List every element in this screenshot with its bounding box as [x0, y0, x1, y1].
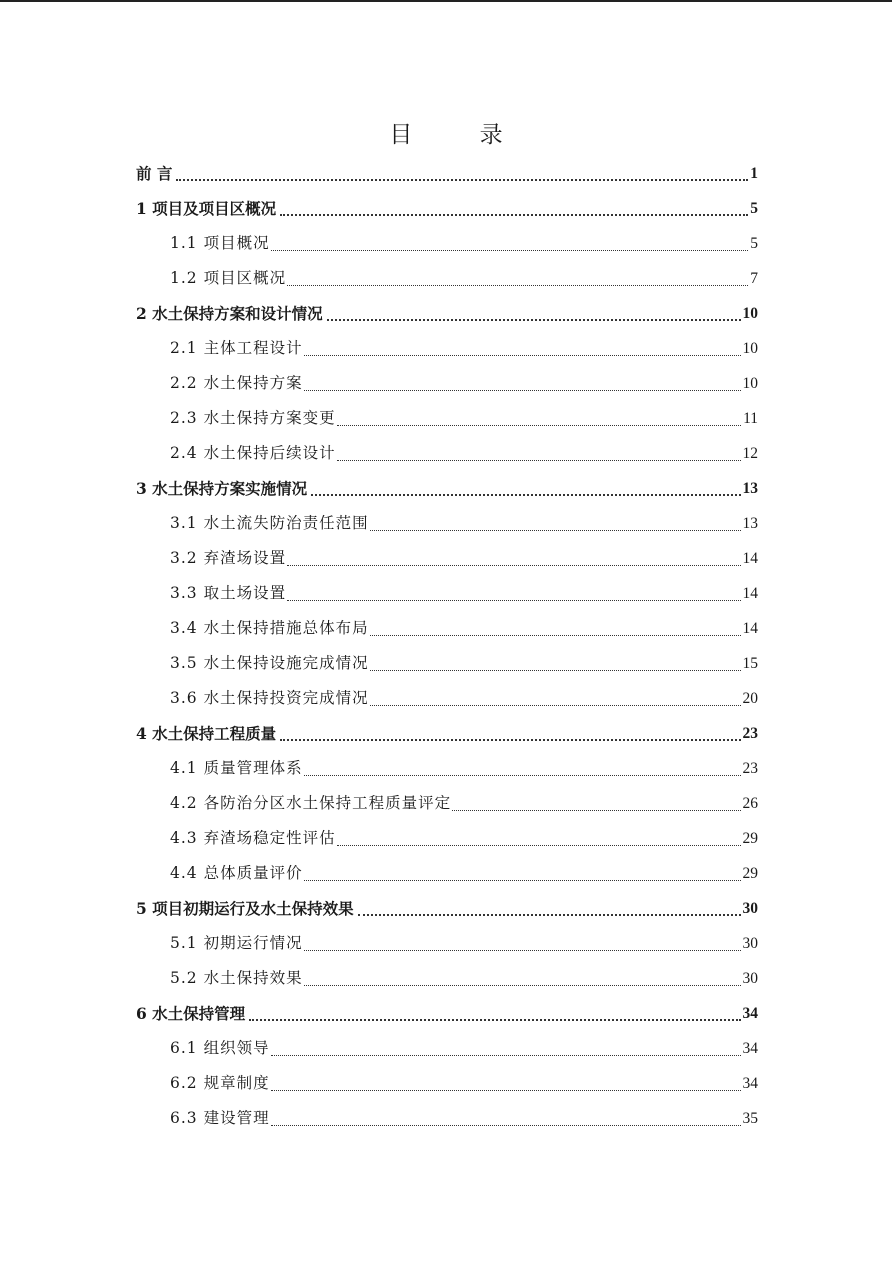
toc-page-number: 30 — [742, 900, 758, 917]
toc-section-entry[interactable] — [136, 331, 758, 366]
toc-dot-leader — [280, 738, 740, 741]
toc-page-number: 30 — [742, 970, 758, 987]
toc-entry-label: 2.2 水土保持方案 — [170, 374, 303, 392]
toc-section-entry[interactable] — [136, 506, 758, 541]
toc-section-entry[interactable] — [136, 226, 758, 261]
toc-chapter-entry[interactable] — [136, 191, 758, 226]
toc-chapter-entry[interactable] — [136, 471, 758, 506]
toc-page-number: 35 — [742, 1110, 758, 1127]
toc-dot-leader — [337, 844, 741, 846]
toc-page-number: 10 — [742, 305, 758, 322]
toc-section-entry[interactable] — [136, 261, 758, 296]
toc-page-number: 5 — [750, 235, 758, 252]
toc-entry-label: 4.2 各防治分区水土保持工程质量评定 — [170, 794, 452, 812]
toc-entry-label: 3.6 水土保持投资完成情况 — [170, 689, 369, 707]
toc-chapter-entry[interactable] — [136, 996, 758, 1031]
toc-dot-leader — [452, 809, 740, 811]
toc-section-entry[interactable] — [136, 576, 758, 611]
toc-page-number: 29 — [742, 865, 758, 882]
toc-section-entry[interactable] — [136, 1066, 758, 1101]
toc-entry-label: 1.1 项目概况 — [170, 234, 270, 252]
toc-dot-leader — [311, 493, 740, 496]
toc-chapter-entry[interactable] — [136, 296, 758, 331]
toc-dot-leader — [304, 774, 741, 776]
toc-page-number: 11 — [743, 410, 758, 427]
toc-dot-leader — [280, 213, 748, 216]
toc-entry-label: 6 水土保持管理 — [136, 1004, 246, 1023]
page-top-border — [0, 0, 892, 2]
toc-entry-label: 3.3 取土场设置 — [170, 584, 287, 602]
toc-dot-leader — [370, 669, 741, 671]
toc-entry-label: 5 项目初期运行及水土保持效果 — [136, 899, 354, 918]
toc-title: 目 录 — [389, 122, 533, 148]
table-of-contents — [136, 156, 758, 1136]
toc-entry-label: 3.4 水土保持措施总体布局 — [170, 619, 369, 637]
toc-entry-label: 5.2 水土保持效果 — [170, 969, 303, 987]
toc-entry-label: 1.2 项目区概况 — [170, 269, 287, 287]
toc-page-number: 14 — [742, 620, 758, 637]
toc-dot-leader — [370, 704, 741, 706]
toc-page-number: 12 — [742, 445, 758, 462]
toc-dot-leader — [370, 529, 741, 531]
toc-dot-leader — [287, 599, 740, 601]
toc-dot-leader — [271, 1054, 741, 1056]
toc-section-entry[interactable] — [136, 856, 758, 891]
toc-page-number: 29 — [742, 830, 758, 847]
toc-page-number: 30 — [742, 935, 758, 952]
toc-entry-label: 2 水土保持方案和设计情况 — [136, 304, 323, 323]
toc-section-entry[interactable] — [136, 961, 758, 996]
toc-dot-leader — [304, 389, 741, 391]
toc-page-number: 13 — [742, 515, 758, 532]
toc-entry-label: 6.1 组织领导 — [170, 1039, 270, 1057]
toc-section-entry[interactable] — [136, 681, 758, 716]
toc-section-entry[interactable] — [136, 821, 758, 856]
toc-chapter-entry[interactable] — [136, 156, 758, 191]
toc-section-entry[interactable] — [136, 1101, 758, 1136]
toc-entry-label: 2.3 水土保持方案变更 — [170, 409, 336, 427]
toc-dot-leader — [304, 984, 741, 986]
toc-page-number: 7 — [750, 270, 758, 287]
toc-entry-label: 2.1 主体工程设计 — [170, 339, 303, 357]
toc-dot-leader — [304, 354, 741, 356]
toc-dot-leader — [287, 564, 740, 566]
toc-section-entry[interactable] — [136, 541, 758, 576]
toc-section-entry[interactable] — [136, 611, 758, 646]
toc-entry-label: 3.1 水土流失防治责任范围 — [170, 514, 369, 532]
toc-section-entry[interactable] — [136, 436, 758, 471]
toc-page-number: 34 — [742, 1040, 758, 1057]
toc-section-entry[interactable] — [136, 926, 758, 961]
toc-dot-leader — [337, 424, 741, 426]
toc-page-number: 10 — [742, 340, 758, 357]
toc-entry-label: 3 水土保持方案实施情况 — [136, 479, 308, 498]
toc-entry-label: 3.2 弃渣场设置 — [170, 549, 287, 567]
toc-section-entry[interactable] — [136, 1031, 758, 1066]
toc-entry-label: 4 水土保持工程质量 — [136, 724, 277, 743]
toc-entry-label: 2.4 水土保持后续设计 — [170, 444, 336, 462]
toc-dot-leader — [271, 1124, 741, 1126]
toc-dot-leader — [304, 879, 741, 881]
toc-dot-leader — [304, 949, 741, 951]
toc-entry-label: 前 言 — [136, 164, 173, 183]
toc-page-number: 15 — [742, 655, 758, 672]
toc-entry-label: 4.3 弃渣场稳定性评估 — [170, 829, 336, 847]
toc-dot-leader — [249, 1018, 740, 1021]
toc-section-entry[interactable] — [136, 366, 758, 401]
toc-entry-label: 6.2 规章制度 — [170, 1074, 270, 1092]
toc-section-entry[interactable] — [136, 401, 758, 436]
toc-section-entry[interactable] — [136, 786, 758, 821]
toc-dot-leader — [358, 913, 741, 916]
toc-page-number: 13 — [742, 480, 758, 497]
toc-dot-leader — [370, 634, 741, 636]
toc-entry-label: 4.4 总体质量评价 — [170, 864, 303, 882]
toc-page-number: 14 — [742, 550, 758, 567]
toc-section-entry[interactable] — [136, 646, 758, 681]
toc-entry-label: 4.1 质量管理体系 — [170, 759, 303, 777]
toc-page-number: 34 — [742, 1005, 758, 1022]
toc-page-number: 20 — [742, 690, 758, 707]
toc-entry-label: 5.1 初期运行情况 — [170, 934, 303, 952]
toc-dot-leader — [271, 1089, 741, 1091]
toc-page-number: 1 — [750, 165, 758, 182]
toc-dot-leader — [271, 249, 749, 251]
toc-dot-leader — [176, 178, 748, 181]
toc-page-number: 23 — [742, 725, 758, 742]
toc-chapter-entry[interactable] — [136, 716, 758, 751]
toc-section-entry[interactable] — [136, 751, 758, 786]
toc-page-number: 26 — [742, 795, 758, 812]
toc-dot-leader — [327, 318, 741, 321]
toc-page-number: 34 — [742, 1075, 758, 1092]
toc-entry-label: 1 项目及项目区概况 — [136, 199, 277, 218]
toc-dot-leader — [337, 459, 741, 461]
toc-page-number: 5 — [750, 200, 758, 217]
toc-entry-label: 6.3 建设管理 — [170, 1109, 270, 1127]
toc-page-number: 14 — [742, 585, 758, 602]
toc-entry-label: 3.5 水土保持设施完成情况 — [170, 654, 369, 672]
toc-dot-leader — [287, 284, 748, 286]
toc-page-number: 10 — [742, 375, 758, 392]
toc-chapter-entry[interactable] — [136, 891, 758, 926]
toc-page-number: 23 — [742, 760, 758, 777]
